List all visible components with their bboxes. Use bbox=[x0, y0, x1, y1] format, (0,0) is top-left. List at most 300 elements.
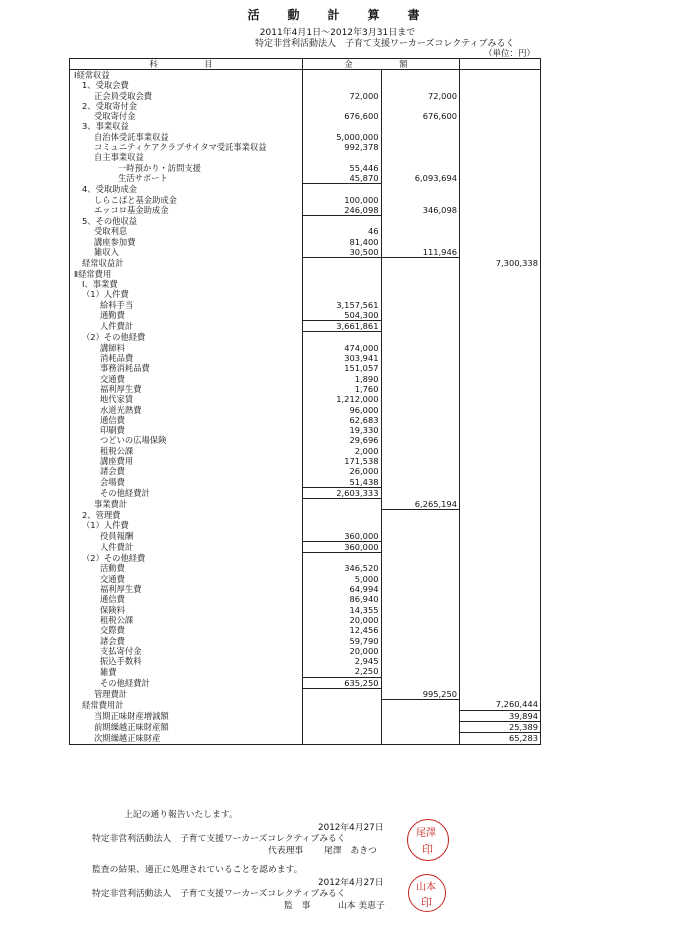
row-label: （1）人件費 bbox=[70, 520, 303, 530]
row-subtotal-amount bbox=[381, 699, 460, 710]
table-row bbox=[70, 466, 541, 476]
row-total-amount bbox=[460, 132, 541, 142]
row-detail-amount: 46 bbox=[303, 226, 382, 236]
row-total-amount bbox=[460, 656, 541, 666]
row-label: 5、その他収益 bbox=[70, 216, 303, 227]
row-subtotal-amount bbox=[381, 520, 460, 530]
table-row bbox=[70, 184, 541, 195]
table-row bbox=[70, 101, 541, 111]
row-detail-amount: 635,250 bbox=[303, 677, 382, 688]
row-detail-amount bbox=[303, 258, 382, 269]
row-total-amount bbox=[460, 111, 541, 121]
table-row bbox=[70, 343, 541, 353]
table-row bbox=[70, 721, 541, 732]
audit-organization: 特定非営利活動法人 子育て支援ワーカーズコレクティブみるく bbox=[92, 889, 346, 899]
row-label: 会場費 bbox=[70, 477, 303, 488]
row-detail-amount bbox=[303, 121, 382, 131]
row-total-amount bbox=[460, 499, 541, 510]
row-subtotal-amount bbox=[381, 321, 460, 332]
row-total-amount bbox=[460, 384, 541, 394]
row-subtotal-amount: 676,600 bbox=[381, 111, 460, 121]
auditor-title: 監 事 bbox=[284, 901, 311, 911]
row-total-amount: 25,389 bbox=[460, 721, 541, 732]
row-total-amount bbox=[460, 466, 541, 476]
activity-statement-table bbox=[69, 58, 541, 745]
row-detail-amount: 1,890 bbox=[303, 374, 382, 384]
table-row bbox=[70, 646, 541, 656]
row-total-amount bbox=[460, 531, 541, 542]
row-label: 事業費計 bbox=[70, 499, 303, 510]
row-subtotal-amount: 111,946 bbox=[381, 247, 460, 258]
row-label: 経常費用計 bbox=[70, 699, 303, 710]
row-subtotal-amount bbox=[381, 101, 460, 111]
row-detail-amount: 20,000 bbox=[303, 646, 382, 656]
row-subtotal-amount bbox=[381, 625, 460, 635]
table-row bbox=[70, 132, 541, 142]
total-column-header bbox=[460, 59, 541, 70]
row-detail-amount: 5,000 bbox=[303, 574, 382, 584]
row-subtotal-amount bbox=[381, 710, 460, 721]
representative-name: 尾澤 あきつ bbox=[324, 846, 377, 856]
row-subtotal-amount bbox=[381, 531, 460, 542]
row-label: 一時預かり・訪問支援 bbox=[70, 163, 303, 173]
table-row bbox=[70, 269, 541, 279]
row-detail-amount: 51,438 bbox=[303, 477, 382, 488]
row-label: 当期正味財産増減額 bbox=[70, 710, 303, 721]
row-subtotal-amount bbox=[381, 636, 460, 646]
row-label: 地代家賃 bbox=[70, 394, 303, 404]
row-label: 雑収入 bbox=[70, 247, 303, 258]
table-row bbox=[70, 111, 541, 121]
row-total-amount bbox=[460, 435, 541, 445]
row-subtotal-amount bbox=[381, 216, 460, 227]
row-detail-amount: 171,538 bbox=[303, 456, 382, 466]
row-label: 租税公課 bbox=[70, 615, 303, 625]
row-detail-amount: 2,000 bbox=[303, 446, 382, 456]
row-subtotal-amount bbox=[381, 195, 460, 205]
row-total-amount bbox=[460, 332, 541, 343]
row-label: 福利厚生費 bbox=[70, 584, 303, 594]
row-total-amount bbox=[460, 646, 541, 656]
row-total-amount bbox=[460, 456, 541, 466]
table-row bbox=[70, 258, 541, 269]
table-row bbox=[70, 689, 541, 700]
row-total-amount bbox=[460, 80, 541, 90]
table-row bbox=[70, 656, 541, 666]
auditor-seal-stamp bbox=[408, 874, 446, 912]
row-label: 講座費用 bbox=[70, 456, 303, 466]
row-detail-amount bbox=[303, 80, 382, 90]
row-detail-amount: 504,300 bbox=[303, 310, 382, 321]
table-row bbox=[70, 394, 541, 404]
row-total-amount bbox=[460, 405, 541, 415]
row-label: 受取利息 bbox=[70, 226, 303, 236]
row-total-amount bbox=[460, 574, 541, 584]
row-subtotal-amount bbox=[381, 594, 460, 604]
row-detail-amount bbox=[303, 184, 382, 195]
table-row bbox=[70, 353, 541, 363]
row-subtotal-amount bbox=[381, 487, 460, 498]
row-total-amount bbox=[460, 216, 541, 227]
row-detail-amount: 5,000,000 bbox=[303, 132, 382, 142]
auditor-seal-name: 山本 bbox=[416, 882, 436, 893]
row-total-amount bbox=[460, 279, 541, 289]
row-subtotal-amount bbox=[381, 70, 460, 81]
row-label: 給料手当 bbox=[70, 300, 303, 310]
table-row bbox=[70, 142, 541, 152]
row-label: 水道光熱費 bbox=[70, 405, 303, 415]
row-total-amount bbox=[460, 363, 541, 373]
row-subtotal-amount bbox=[381, 394, 460, 404]
row-detail-amount: 20,000 bbox=[303, 615, 382, 625]
row-subtotal-amount bbox=[381, 656, 460, 666]
table-row bbox=[70, 699, 541, 710]
table-row bbox=[70, 435, 541, 445]
row-detail-amount bbox=[303, 509, 382, 520]
row-detail-amount: 29,696 bbox=[303, 435, 382, 445]
row-total-amount bbox=[460, 269, 541, 279]
table-row bbox=[70, 237, 541, 247]
row-total-amount bbox=[460, 394, 541, 404]
representative-seal-name: 尾澤 bbox=[416, 828, 436, 839]
row-label: その他経費計 bbox=[70, 677, 303, 688]
table-row bbox=[70, 710, 541, 721]
row-label: 通勤費 bbox=[70, 310, 303, 321]
table-row bbox=[70, 121, 541, 131]
row-total-amount bbox=[460, 689, 541, 700]
row-total-amount bbox=[460, 101, 541, 111]
row-detail-amount: 55,446 bbox=[303, 163, 382, 173]
row-total-amount: 65,283 bbox=[460, 733, 541, 744]
table-row bbox=[70, 152, 541, 162]
table-row bbox=[70, 733, 541, 744]
row-subtotal-amount bbox=[381, 446, 460, 456]
row-label: 通信費 bbox=[70, 594, 303, 604]
row-total-amount bbox=[460, 477, 541, 488]
row-total-amount bbox=[460, 142, 541, 152]
auditor-name: 山本 美恵子 bbox=[338, 901, 385, 911]
row-label: 交通費 bbox=[70, 574, 303, 584]
table-row bbox=[70, 321, 541, 332]
table-row bbox=[70, 279, 541, 289]
table-row bbox=[70, 553, 541, 564]
row-total-amount bbox=[460, 615, 541, 625]
row-total-amount bbox=[460, 343, 541, 353]
row-subtotal-amount: 995,250 bbox=[381, 689, 460, 700]
row-detail-amount bbox=[303, 332, 382, 343]
row-detail-amount bbox=[303, 520, 382, 530]
row-detail-amount: 19,330 bbox=[303, 425, 382, 435]
row-total-amount bbox=[460, 415, 541, 425]
row-detail-amount bbox=[303, 269, 382, 279]
row-label: 雑費 bbox=[70, 666, 303, 677]
row-label: 交通費 bbox=[70, 374, 303, 384]
row-detail-amount: 2,945 bbox=[303, 656, 382, 666]
table-row bbox=[70, 594, 541, 604]
row-label: 租税公課 bbox=[70, 446, 303, 456]
row-total-amount bbox=[460, 184, 541, 195]
table-row bbox=[70, 677, 541, 688]
row-detail-amount: 59,790 bbox=[303, 636, 382, 646]
row-detail-amount: 676,600 bbox=[303, 111, 382, 121]
row-label: 講師料 bbox=[70, 343, 303, 353]
row-detail-amount: 246,098 bbox=[303, 205, 382, 216]
row-detail-amount: 26,000 bbox=[303, 466, 382, 476]
row-total-amount bbox=[460, 594, 541, 604]
row-label: 福利厚生費 bbox=[70, 384, 303, 394]
row-subtotal-amount bbox=[381, 258, 460, 269]
row-label: 印刷費 bbox=[70, 425, 303, 435]
row-label: （2）その他経費 bbox=[70, 553, 303, 564]
row-label: 振込手数料 bbox=[70, 656, 303, 666]
row-total-amount: 7,300,338 bbox=[460, 258, 541, 269]
representative-seal-mark: 印 bbox=[422, 843, 433, 856]
row-label: コミュニティケアクラブサイタマ受託事業収益 bbox=[70, 142, 303, 152]
row-label: 諸会費 bbox=[70, 466, 303, 476]
table-row bbox=[70, 247, 541, 258]
row-label: （1）人件費 bbox=[70, 289, 303, 299]
row-subtotal-amount bbox=[381, 646, 460, 656]
table-row bbox=[70, 574, 541, 584]
row-subtotal-amount bbox=[381, 237, 460, 247]
row-total-amount bbox=[460, 91, 541, 101]
row-label: 通信費 bbox=[70, 415, 303, 425]
table-row bbox=[70, 446, 541, 456]
row-detail-amount: 72,000 bbox=[303, 91, 382, 101]
document-title: 活 動 計 算 書 bbox=[247, 8, 428, 22]
row-detail-amount: 12,456 bbox=[303, 625, 382, 635]
row-label: 交際費 bbox=[70, 625, 303, 635]
table-row bbox=[70, 163, 541, 173]
row-total-amount bbox=[460, 247, 541, 258]
row-total-amount bbox=[460, 446, 541, 456]
row-subtotal-amount: 6,093,694 bbox=[381, 173, 460, 184]
row-subtotal-amount bbox=[381, 279, 460, 289]
row-subtotal-amount bbox=[381, 300, 460, 310]
report-date: 2012年4月27日 bbox=[318, 823, 384, 833]
table-row bbox=[70, 289, 541, 299]
row-total-amount bbox=[460, 553, 541, 564]
row-total-amount bbox=[460, 237, 541, 247]
row-subtotal-amount bbox=[381, 332, 460, 343]
row-total-amount bbox=[460, 300, 541, 310]
row-subtotal-amount bbox=[381, 553, 460, 564]
row-subtotal-amount bbox=[381, 721, 460, 732]
row-total-amount bbox=[460, 563, 541, 573]
row-subtotal-amount bbox=[381, 289, 460, 299]
table-row bbox=[70, 310, 541, 321]
row-label: 活動費 bbox=[70, 563, 303, 573]
table-row bbox=[70, 666, 541, 677]
row-detail-amount: 2,250 bbox=[303, 666, 382, 677]
row-total-amount bbox=[460, 163, 541, 173]
row-label: 次期繰越正味財産 bbox=[70, 733, 303, 744]
table-row bbox=[70, 405, 541, 415]
table-row bbox=[70, 509, 541, 520]
row-total-amount bbox=[460, 205, 541, 216]
row-label: 4、受取助成金 bbox=[70, 184, 303, 195]
row-total-amount bbox=[460, 584, 541, 594]
row-subtotal-amount bbox=[381, 374, 460, 384]
row-total-amount bbox=[460, 321, 541, 332]
row-subtotal-amount bbox=[381, 80, 460, 90]
row-detail-amount: 100,000 bbox=[303, 195, 382, 205]
row-label: 講座参加費 bbox=[70, 237, 303, 247]
row-subtotal-amount bbox=[381, 541, 460, 552]
row-detail-amount: 81,400 bbox=[303, 237, 382, 247]
table-row bbox=[70, 205, 541, 216]
row-label: 消耗品費 bbox=[70, 353, 303, 363]
row-total-amount bbox=[460, 487, 541, 498]
table-row bbox=[70, 300, 541, 310]
representative-seal-stamp bbox=[407, 819, 449, 861]
row-total-amount bbox=[460, 374, 541, 384]
row-detail-amount bbox=[303, 499, 382, 510]
row-total-amount bbox=[460, 353, 541, 363]
row-detail-amount: 96,000 bbox=[303, 405, 382, 415]
row-label: 自主事業収益 bbox=[70, 152, 303, 162]
table-row bbox=[70, 415, 541, 425]
row-total-amount bbox=[460, 152, 541, 162]
row-detail-amount: 992,378 bbox=[303, 142, 382, 152]
row-detail-amount bbox=[303, 699, 382, 710]
row-label: Ⅱ経常費用 bbox=[70, 269, 303, 279]
row-subtotal-amount bbox=[381, 152, 460, 162]
representative-title: 代表理事 bbox=[268, 846, 304, 856]
row-subtotal-amount bbox=[381, 435, 460, 445]
row-total-amount bbox=[460, 509, 541, 520]
row-total-amount bbox=[460, 666, 541, 677]
row-detail-amount: 62,683 bbox=[303, 415, 382, 425]
audit-statement: 監査の結果、適正に処理されていることを認めます。 bbox=[92, 865, 303, 875]
row-label: エッコロ基金助成金 bbox=[70, 205, 303, 216]
row-subtotal-amount bbox=[381, 163, 460, 173]
row-detail-amount: 3,661,861 bbox=[303, 321, 382, 332]
row-detail-amount: 1,212,000 bbox=[303, 394, 382, 404]
table-row bbox=[70, 456, 541, 466]
row-subtotal-amount: 346,098 bbox=[381, 205, 460, 216]
row-total-amount bbox=[460, 625, 541, 635]
row-label: しらこばと基金助成金 bbox=[70, 195, 303, 205]
table-row bbox=[70, 384, 541, 394]
row-total-amount bbox=[460, 520, 541, 530]
row-label: 1、受取会費 bbox=[70, 80, 303, 90]
row-label: つどいの広場保険 bbox=[70, 435, 303, 445]
table-row bbox=[70, 520, 541, 530]
table-row bbox=[70, 80, 541, 90]
row-subtotal-amount bbox=[381, 142, 460, 152]
row-subtotal-amount bbox=[381, 666, 460, 677]
row-label: Ⅰ経常収益 bbox=[70, 70, 303, 81]
row-detail-amount: 64,994 bbox=[303, 584, 382, 594]
table-body bbox=[70, 70, 541, 745]
row-detail-amount: 474,000 bbox=[303, 343, 382, 353]
row-detail-amount: 30,500 bbox=[303, 247, 382, 258]
row-total-amount bbox=[460, 121, 541, 131]
row-label: 保険料 bbox=[70, 605, 303, 615]
row-label: Ⅰ、事業費 bbox=[70, 279, 303, 289]
row-total-amount bbox=[460, 636, 541, 646]
row-label: 2、管理費 bbox=[70, 509, 303, 520]
row-detail-amount bbox=[303, 553, 382, 564]
table-row bbox=[70, 531, 541, 542]
row-subtotal-amount bbox=[381, 466, 460, 476]
table-row bbox=[70, 584, 541, 594]
row-subtotal-amount bbox=[381, 226, 460, 236]
subject-column-header: 科 目 bbox=[70, 59, 303, 70]
row-detail-amount: 3,157,561 bbox=[303, 300, 382, 310]
row-label: その他経費計 bbox=[70, 487, 303, 498]
row-label: 2、受取寄付金 bbox=[70, 101, 303, 111]
row-label: 前期繰越正味財産額 bbox=[70, 721, 303, 732]
row-total-amount bbox=[460, 70, 541, 81]
table-row bbox=[70, 615, 541, 625]
row-label: 生活サポート bbox=[70, 173, 303, 184]
row-subtotal-amount bbox=[381, 415, 460, 425]
row-total-amount: 39,894 bbox=[460, 710, 541, 721]
table-row bbox=[70, 605, 541, 615]
table-row bbox=[70, 563, 541, 573]
row-subtotal-amount: 6,265,194 bbox=[381, 499, 460, 510]
row-total-amount bbox=[460, 605, 541, 615]
row-total-amount bbox=[460, 677, 541, 688]
row-detail-amount: 346,520 bbox=[303, 563, 382, 573]
row-detail-amount bbox=[303, 216, 382, 227]
row-detail-amount: 45,870 bbox=[303, 173, 382, 184]
row-subtotal-amount bbox=[381, 563, 460, 573]
row-detail-amount bbox=[303, 70, 382, 81]
row-subtotal-amount bbox=[381, 269, 460, 279]
row-total-amount: 7,260,444 bbox=[460, 699, 541, 710]
row-total-amount bbox=[460, 289, 541, 299]
row-detail-amount: 86,940 bbox=[303, 594, 382, 604]
table-row bbox=[70, 487, 541, 498]
table-row bbox=[70, 70, 541, 81]
table-row bbox=[70, 195, 541, 205]
organization-name: 特定非営利活動法人 子育て支援ワーカーズコレクティブみるく bbox=[255, 39, 515, 49]
row-subtotal-amount bbox=[381, 615, 460, 625]
row-subtotal-amount bbox=[381, 677, 460, 688]
row-total-amount bbox=[460, 195, 541, 205]
row-detail-amount bbox=[303, 710, 382, 721]
table-row bbox=[70, 541, 541, 552]
table-row bbox=[70, 216, 541, 227]
row-subtotal-amount bbox=[381, 574, 460, 584]
row-detail-amount: 151,057 bbox=[303, 363, 382, 373]
row-label: 3、事業収益 bbox=[70, 121, 303, 131]
row-detail-amount bbox=[303, 289, 382, 299]
table-row bbox=[70, 332, 541, 343]
row-total-amount bbox=[460, 310, 541, 321]
row-label: 管理費計 bbox=[70, 689, 303, 700]
row-subtotal-amount bbox=[381, 343, 460, 353]
row-subtotal-amount bbox=[381, 733, 460, 744]
row-subtotal-amount bbox=[381, 477, 460, 488]
row-subtotal-amount bbox=[381, 405, 460, 415]
row-label: 正会員受取会費 bbox=[70, 91, 303, 101]
row-subtotal-amount: 72,000 bbox=[381, 91, 460, 101]
row-subtotal-amount bbox=[381, 425, 460, 435]
row-detail-amount: 360,000 bbox=[303, 541, 382, 552]
row-total-amount bbox=[460, 425, 541, 435]
table-row bbox=[70, 477, 541, 488]
row-subtotal-amount bbox=[381, 363, 460, 373]
row-detail-amount: 14,355 bbox=[303, 605, 382, 615]
row-subtotal-amount bbox=[381, 584, 460, 594]
table-row bbox=[70, 363, 541, 373]
table-row bbox=[70, 425, 541, 435]
row-detail-amount: 360,000 bbox=[303, 531, 382, 542]
